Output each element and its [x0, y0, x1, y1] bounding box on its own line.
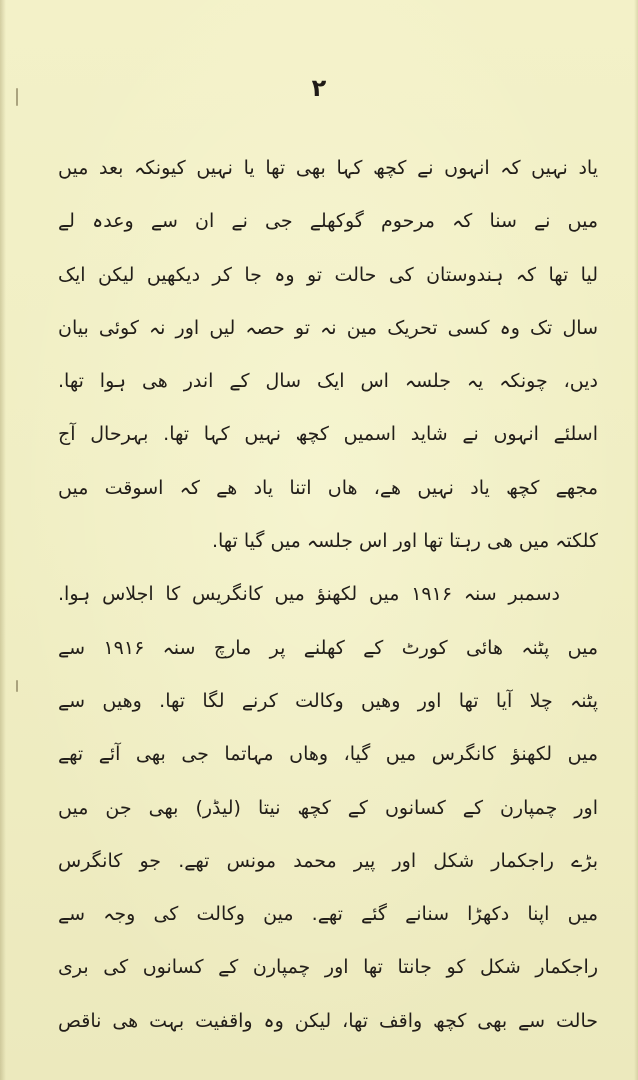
text-line: مجھے کچھ یاد نہیں ھے، ھاں اتنا یاد ھے کہ اسوقت میں [58, 476, 598, 499]
paragraph-start-line: دسمبر سنہ ۱۹۱۶ میں لکھنؤ میں کانگریس کا اجلاس ہوا. [58, 583, 560, 606]
page-number: ۲ [311, 74, 327, 102]
text-line: پٹنہ چلا آیا تھا اور وھیں وکالت کرنے لگا تھا. وھیں سے [58, 689, 598, 712]
text-line: لیا تھا کہ ہندوستان کی حالت تو وہ جا کر دیکھیں لیکن ایک [58, 263, 598, 286]
text-line: اور چمپارن کے کسانوں کے کچھ نیتا (لیڈر) بھی جن میں [58, 796, 598, 819]
text-line: اسلئے انہوں نے شاید اسمیں کچھ نہیں کہا تھا. بہرحال آج [58, 423, 598, 446]
text-line: بڑے راجکمار شکل اور پیر محمد مونس تھے. جو کانگرس [58, 849, 598, 872]
text-line: راجکمار شکل کو جانتا تھا اور چمپارن کے کسانوں کی بری [58, 956, 598, 979]
left-page-edge [0, 0, 6, 1080]
text-line: حالت سے بھی کچھ واقف تھا، لیکن وہ واقفیت بہت ھی ناقص [58, 1009, 598, 1032]
body-text [58, 142, 598, 1048]
text-line: میں لکھنؤ کانگرس میں گیا، وھاں مہاتما جی بھی آئے تھے [58, 743, 598, 766]
text-line: میں نے سنا کہ مرحوم گوکھلے جی نے ان سے وعدہ لے [58, 210, 598, 233]
margin-pencil-mark [16, 680, 18, 692]
paragraph-end-line: کلکتہ میں ھی رہتا تھا اور اس جلسہ میں گیا تھا. [211, 530, 598, 553]
text-line: یاد نہیں کہ انہوں نے کچھ کہا بھی تھا یا نہیں کیونکہ بعد میں [58, 157, 598, 179]
text-line: میں پٹنہ ھائی کورٹ کے کھلنے پر مارچ سنہ ۱۹۱۶ سے [58, 636, 598, 659]
right-page-edge [634, 0, 638, 1080]
text-line: دیں، چونکہ یہ جلسہ اس ایک سال کے اندر ھی ہوا تھا. [58, 370, 598, 393]
text-line: سال تک وہ کسی تحریک مین نہ تو حصہ لیں اور نہ کوئی بیان [58, 316, 598, 339]
text-line: میں اپنا دکھڑا سنانے گئے تھے. مین وکالت کی وجہ سے [58, 903, 598, 926]
